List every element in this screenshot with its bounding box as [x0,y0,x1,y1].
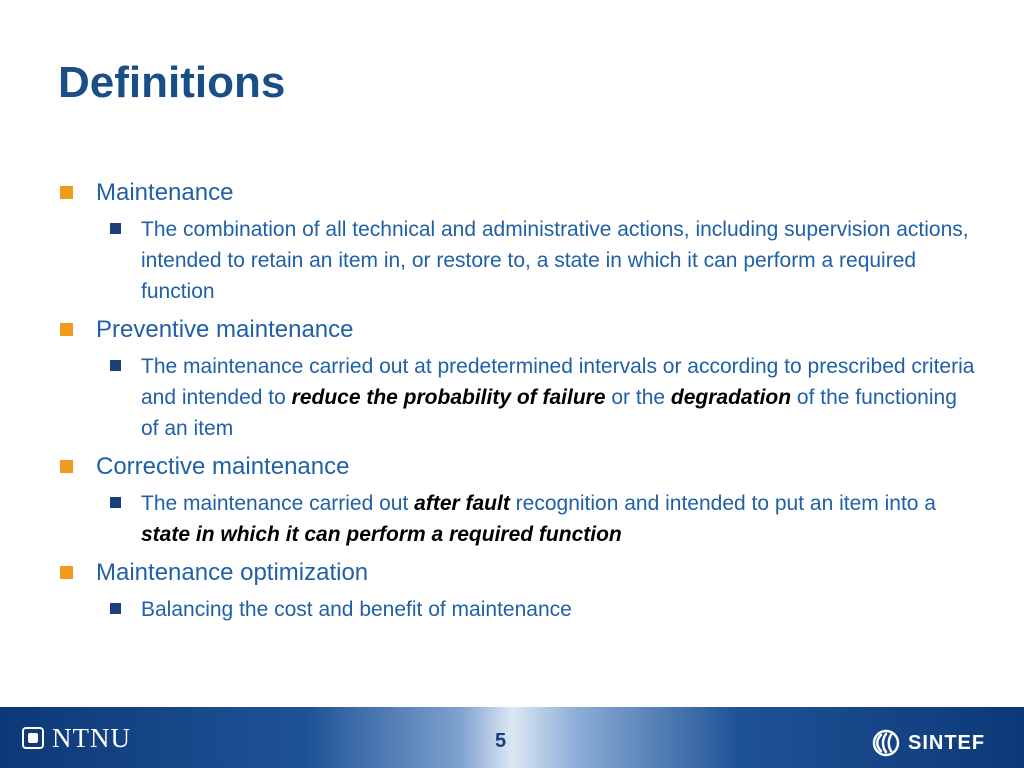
bullet-heading: Corrective maintenance [96,453,350,480]
emphasis-text: after fault [414,492,510,515]
emphasis-text: degradation [670,386,792,409]
bullet-preventive-maintenance [58,315,978,345]
square-bullet-icon [110,360,121,371]
ntnu-logo [22,724,131,752]
sub-bullet-maintenance-definition [58,214,978,307]
ntnu-logo-icon [22,727,44,749]
bullet-maintenance-optimization [58,558,978,588]
footer-band [0,707,1024,768]
square-bullet-icon [60,323,73,336]
bullet-heading: Maintenance [96,179,234,206]
sub-bullet-text: The combination of all technical and administrative actions, including supervision actions, intended to retain an item in, or restore to, a state in which it can perform a required function [141,218,969,303]
sintef-logo-icon [872,729,900,757]
bullet-maintenance [58,178,978,208]
sub-bullet-text: The maintenance carried out [141,492,415,515]
square-bullet-icon [110,603,121,614]
sub-bullet-preventive-definition [58,351,978,444]
sub-bullet-text: or the [605,386,671,409]
sub-bullet-optimization-definition [58,594,978,625]
square-bullet-icon [60,186,73,199]
bullet-heading: Preventive maintenance [96,316,354,343]
sub-bullet-text: of the functioning of an item [141,386,957,440]
square-bullet-icon [110,497,121,508]
sintef-logo-text: SINTEF [908,731,986,754]
emphasis-text: reduce the probability of failure [291,386,606,409]
sub-bullet-text: The maintenance carried out at predetermined intervals or according to prescribed criteria and intended to [141,355,975,409]
square-bullet-icon [110,223,121,234]
bullet-corrective-maintenance [58,452,978,482]
ntnu-logo-text: NTNU [52,722,131,753]
sub-bullet-text: Balancing the cost and benefit of maintenance [141,598,572,621]
page-number: 5 [495,730,507,752]
bullet-list [58,178,978,625]
square-bullet-icon [60,566,73,579]
emphasis-text: state in which it can perform a required function [141,523,622,546]
sintef-logo [872,728,985,758]
sub-bullet-text: recognition and intended to put an item into a [509,492,936,515]
sub-bullet-corrective-definition [58,488,978,550]
square-bullet-icon [60,460,73,473]
slide-title: Definitions [58,58,286,107]
bullet-heading: Maintenance optimization [96,559,369,586]
